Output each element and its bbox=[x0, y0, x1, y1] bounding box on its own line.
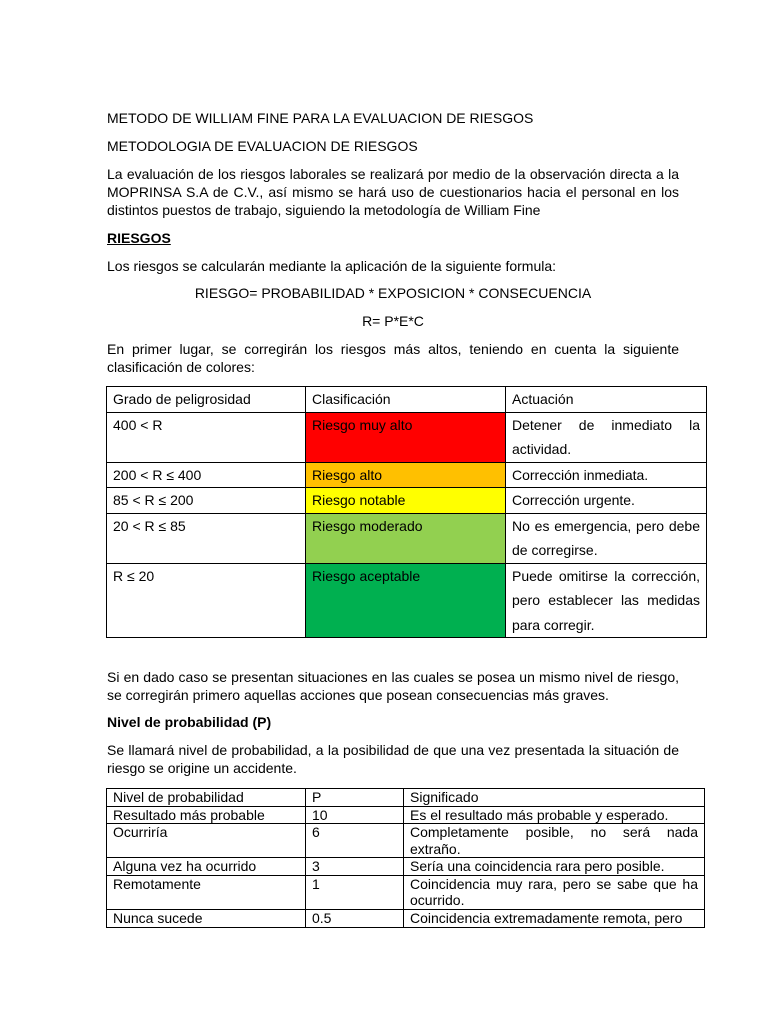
grado-cell: R ≤ 20 bbox=[107, 563, 306, 638]
formula-short: R= P*E*C bbox=[362, 313, 424, 329]
grado-cell: 85 < R ≤ 200 bbox=[107, 488, 306, 514]
table-row bbox=[107, 488, 707, 514]
same-level-note: Si en dado caso se presentan situaciones en las cuales se posea un mismo nivel de riesgo, se corregirán primero aquellas acciones que posean consecuencias más graves. bbox=[107, 669, 679, 703]
grado-cell: 400 < R bbox=[107, 412, 306, 462]
table-row bbox=[107, 513, 707, 563]
nivel-cell: Ocurriría bbox=[107, 824, 306, 858]
table-row bbox=[107, 806, 705, 824]
significado-cell: Coincidencia muy rara, pero se sabe que ha ocurrido. bbox=[404, 875, 705, 909]
probability-intro: Se llamará nivel de probabilidad, a la posibilidad de que una vez presentada la situación de riesgo se origine un accidente. bbox=[107, 742, 679, 776]
significado-cell: Es el resultado más probable y esperado. bbox=[404, 806, 705, 824]
p-cell: 1 bbox=[306, 875, 404, 909]
table-header-row bbox=[107, 789, 705, 807]
probability-heading: Nivel de probabilidad (P) bbox=[107, 714, 272, 730]
actuacion-cell: Corrección inmediata. bbox=[506, 462, 707, 488]
header-significado: Significado bbox=[404, 789, 705, 807]
clasificacion-cell: Riesgo alto bbox=[306, 462, 506, 488]
clasificacion-cell: Riesgo aceptable bbox=[306, 563, 506, 638]
p-cell: 10 bbox=[306, 806, 404, 824]
intro-paragraph: La evaluación de los riesgos laborales se realizará por medio de la observación directa a la MOPRINSA S.A de C.V., así mismo se hará uso de cuestionarios hacia el personal en los distintos puestos de trabajo, siguiendo la metodología de William Fine bbox=[107, 166, 679, 218]
nivel-cell: Remotamente bbox=[107, 875, 306, 909]
significado-cell bbox=[404, 909, 705, 927]
grado-cell: 200 < R ≤ 400 bbox=[107, 462, 306, 488]
header-actuacion: Actuación bbox=[506, 387, 707, 413]
table-row bbox=[107, 858, 705, 876]
p-cell: 0.5 bbox=[306, 909, 404, 927]
actuacion-cell: Puede omitirse la corrección, pero establecer las medidas para corregir. bbox=[506, 563, 707, 638]
clasificacion-cell: Riesgo moderado bbox=[306, 513, 506, 563]
clasificacion-cell: Riesgo muy alto bbox=[306, 412, 506, 462]
riesgos-heading: RIESGOS bbox=[107, 230, 171, 246]
header-grado: Grado de peligrosidad bbox=[107, 387, 306, 413]
table-row bbox=[107, 462, 707, 488]
formula-intro: Los riesgos se calcularán mediante la aplicación de la siguiente formula: bbox=[107, 258, 557, 274]
probability-table bbox=[106, 788, 705, 928]
table-row bbox=[107, 824, 705, 858]
document-subtitle: METODOLOGIA DE EVALUACION DE RIESGOS bbox=[107, 138, 418, 154]
clasificacion-cell: Riesgo notable bbox=[306, 488, 506, 514]
p-cell: 3 bbox=[306, 858, 404, 876]
header-p: P bbox=[306, 789, 404, 807]
header-nivel: Nivel de probabilidad bbox=[107, 789, 306, 807]
table-header-row bbox=[107, 387, 707, 413]
nivel-cell: Nunca sucede bbox=[107, 909, 306, 927]
significado-text: Coincidencia extremadamente remota, pero bbox=[410, 909, 683, 926]
actuacion-cell: Corrección urgente. bbox=[506, 488, 707, 514]
header-clasificacion: Clasificación bbox=[306, 387, 506, 413]
risk-classification-table bbox=[106, 386, 707, 638]
table-row bbox=[107, 563, 707, 638]
actuacion-cell: Detener de inmediato la actividad. bbox=[506, 412, 707, 462]
document-title: METODO DE WILLIAM FINE PARA LA EVALUACION DE RIESGOS bbox=[107, 110, 534, 126]
significado-cell: Sería una coincidencia rara pero posible. bbox=[404, 858, 705, 876]
table-row bbox=[107, 875, 705, 909]
significado-cell: Completamente posible, no será nada extraño. bbox=[404, 824, 705, 858]
grado-cell: 20 < R ≤ 85 bbox=[107, 513, 306, 563]
nivel-cell: Resultado más probable bbox=[107, 806, 306, 824]
table-intro: En primer lugar, se corregirán los riesgos más altos, teniendo en cuenta la siguiente clasificación de colores: bbox=[107, 341, 679, 375]
nivel-cell: Alguna vez ha ocurrido bbox=[107, 858, 306, 876]
actuacion-cell: No es emergencia, pero debe de corregirse. bbox=[506, 513, 707, 563]
table-row bbox=[107, 412, 707, 462]
table-row bbox=[107, 909, 705, 927]
p-cell: 6 bbox=[306, 824, 404, 858]
formula-long: RIESGO= PROBABILIDAD * EXPOSICION * CONSECUENCIA bbox=[194, 285, 592, 301]
